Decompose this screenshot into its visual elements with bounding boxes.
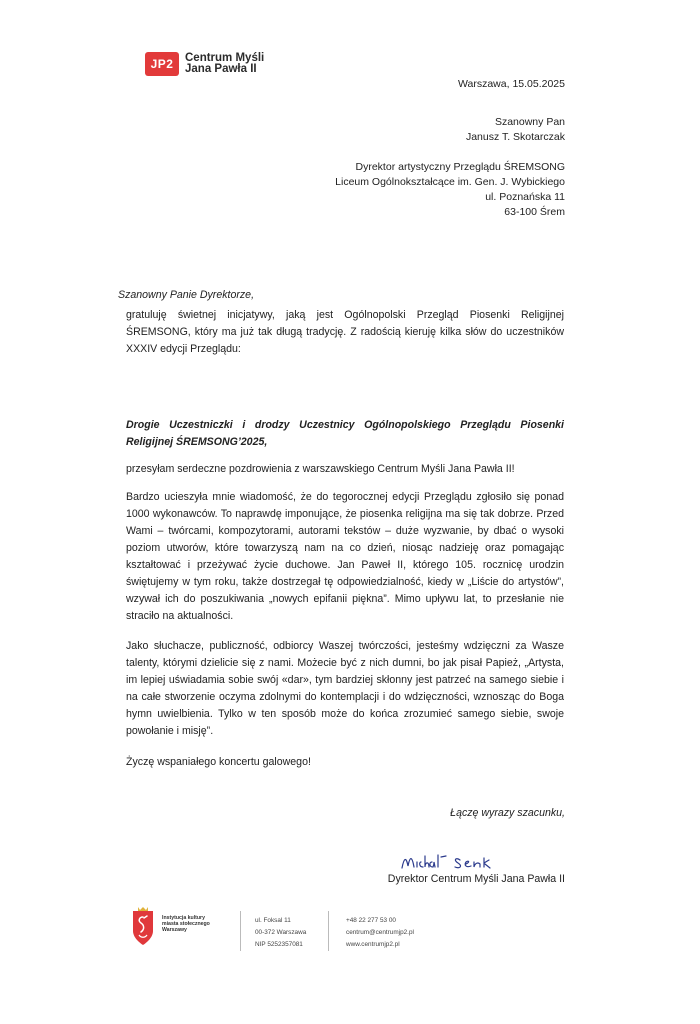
footer-address-line: NIP 5252357081: [255, 941, 303, 948]
footer-address: [255, 915, 306, 951]
recipient-line: Dyrektor artystyczny Przeglądu ŚREMSONG: [355, 161, 565, 173]
letter-date: Warszawa, 15.05.2025: [457, 78, 565, 90]
institution-label: [162, 915, 210, 934]
recipient-block: [335, 115, 565, 220]
logo-text: [185, 53, 264, 75]
footer-address-line: ul. Foksal 11: [255, 917, 291, 924]
paragraph-1: gratuluję świetnej inicjatywy, jaką jest Ogólnopolski Przegląd Piosenki Religijnej ŚREMSONG, który ma już tak długą tradycję. Z radością kieruję kilka słów do uczestników XXXIV edycji Przeglądu:: [126, 309, 564, 355]
logo: [145, 52, 264, 76]
recipient-line: Liceum Ogólnokształcące im. Gen. J. Wybickiego: [335, 176, 565, 188]
footer-website: www.centrumjp2.pl: [346, 941, 400, 948]
institution-line: Instytucja kultury: [162, 915, 205, 921]
footer: [130, 905, 460, 955]
signer-title: Dyrektor Centrum Myśli Jana Pawła II: [387, 873, 565, 885]
paragraph-2: przesyłam serdeczne pozdrowienia z warszawskiego Centrum Myśli Jana Pawła II!: [126, 463, 515, 475]
recipient-line: ul. Poznańska 11: [485, 191, 565, 203]
paragraph-3: Bardzo ucieszyła mnie wiadomość, że do tegorocznej edycji Przeglądu zgłosiło się ponad 1000 wykonawców. To naprawdę imponujące, że piosenka religijna ma się tak dobrze. Przed Wami – twórcami, kompozytorami, autorami tekstów – duże wyzwanie, by dbać o wysoki poziom utworów, które towarzyszą nam na co dzień, niosąc nadzieję oraz pomagając kształtować i przeżywać życie duchowe. Jan Paweł II, którego 105. rocznicę urodzin świętujemy w tym roku, także dostrzegał tę odpowiedzialność, kiedy w „Liście do artystów”, wzywał ich do poszukiwania „nowych epifanii piękna”. Mimo upływu lat, to przesłanie nie straciło na aktualności.: [126, 491, 564, 622]
logo-badge: JP2: [145, 52, 179, 76]
footer-email: centrum@centrumjp2.pl: [346, 929, 414, 936]
logo-line-1: Centrum Myśli: [185, 52, 265, 64]
footer-contact: [346, 915, 414, 951]
recipient-line: Szanowny Pan: [494, 116, 565, 128]
footer-address-line: 00-372 Warszawa: [255, 929, 307, 936]
footer-divider: [240, 911, 241, 951]
institution-line: miasta stołecznego: [162, 921, 210, 928]
greeting: Szanowny Panie Dyrektorze,: [118, 289, 255, 301]
handwritten-signature: [398, 848, 518, 874]
logo-line-2: Jana Pawła II: [185, 63, 257, 75]
footer-phone: +48 22 277 53 00: [346, 917, 396, 924]
closing-phrase: Łączę wyrazy szacunku,: [450, 807, 565, 819]
recipient-line: 63-100 Śrem: [504, 206, 565, 218]
footer-divider: [328, 911, 329, 951]
recipient-line: Janusz T. Skotarczak: [465, 131, 565, 143]
paragraph-4: Jako słuchacze, publiczność, odbiorcy Waszej twórczości, jesteśmy wdzięczni za Wasze talenty, którymi dzielicie się z nami. Możecie być z nich dumni, bo jak pisał Papież, „Artysta, im lepiej uświadamia sobie swój «dar», tym bardziej skłonny jest patrzeć na samego siebie i na całe stworzenie oczyma zdolnymi do kontemplacji i do wdzięczności, wznosząc do Boga hymn uwielbienia. Tylko w ten sposób może do końca zrozumieć samego siebie, swoje powołanie i misję”.: [126, 640, 564, 737]
paragraph-5: Życzę wspaniałego koncertu galowego!: [126, 756, 311, 768]
institution-line: Warszawy: [162, 927, 187, 934]
warsaw-emblem-icon: [130, 905, 156, 947]
address-heading: Drogie Uczestniczki i drodzy Uczestnicy Ogólnopolskiego Przeglądu Piosenki Religijnej ŚREMSONG’2025,: [126, 419, 564, 448]
